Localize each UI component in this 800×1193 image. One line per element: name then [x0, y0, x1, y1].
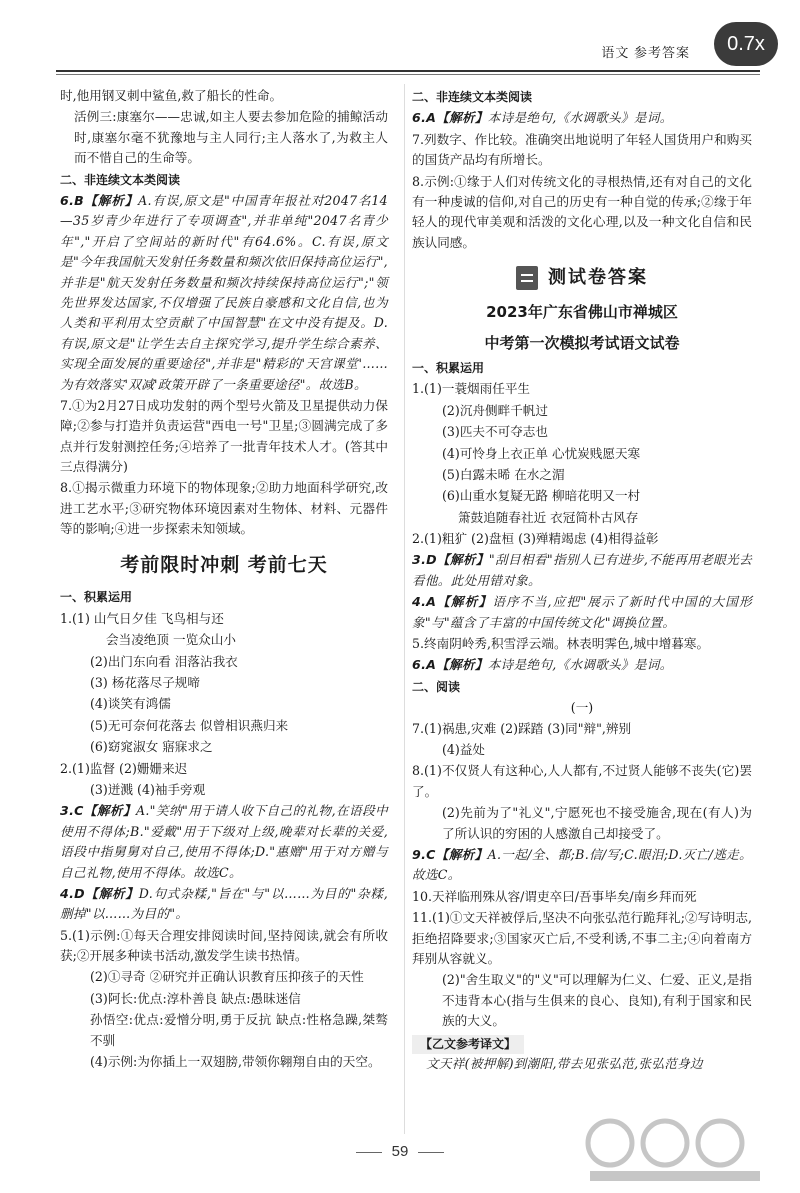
section-heading: 一、积累运用 [412, 360, 485, 375]
list-item: (3)阿长:优点:淳朴善良 缺点:愚昧迷信 [90, 990, 301, 1006]
list-item: (4)益处 [442, 742, 486, 758]
list-item: (4)可怜身上衣正单 心忧炭贱愿天寒 [442, 445, 641, 461]
right-column [412, 86, 752, 1075]
answer-body: A.有误,原文是"中国青年报社对2047名14—35岁青少年进行了专项调查",并非单纯"2047名青少年","开启了空间站的新时代"有64.6%。C.有误,原文是"今年我国航天发射任务数量和频次依旧保持高位运行",并非是"航天发射任务数量和频次持续保持高位运行";"领先世界发达国家,不仅增强了民族自豪感和文化自信,也为人类和平利用太空贡献了中国智慧"在文中没有提及。D.有误,原文是"让学生去自主探究学习,提升学生综合素养、实现全面发展的重要途径",并非是"精彩的'天宫课堂'……为有效落实'双减'政策开辟了一条重要途径"。故选B。 [60, 193, 388, 392]
exam-title: 2023年广东省佛山市禅城区 [486, 303, 678, 322]
answer-6 [60, 191, 388, 395]
analysis-tag: 【解析】 [436, 657, 488, 673]
list-item: 会当凌绝顶 一览众山小 [106, 632, 236, 648]
header-rule [56, 70, 760, 72]
list-item: (4)谈笑有鸿儒 [90, 696, 171, 712]
answer-4 [412, 592, 752, 633]
answer-number: 3.D [412, 552, 437, 568]
section-heading: 一、积累运用 [60, 590, 133, 605]
footer-dash [418, 1152, 444, 1153]
document-icon [516, 266, 538, 290]
answer-4 [60, 884, 388, 925]
answer-7: 7.列数字、作比较。准确突出地说明了年轻人国货用户和购买的国货产品均有所增长。 [412, 131, 752, 168]
answer-10: 10.天祥临刑殊从容/谓吏卒曰/吾事毕矣/南乡拜而死 [412, 888, 697, 904]
answer-number: 6.A [412, 657, 437, 673]
answer-6 [412, 108, 752, 128]
analysis-tag: 【解析】 [436, 552, 489, 568]
list-item: (6)窈窕淑女 寤寐求之 [90, 739, 213, 755]
answer-list [412, 719, 752, 844]
header-section: 语文 参考答案 [601, 45, 690, 60]
header-rule-thin [56, 74, 760, 75]
answer-5: 5.终南阴岭秀,积雪浮云端。林表明霁色,城中增暮寒。 [412, 636, 710, 652]
answer-body: A."笑纳"用于请人收下自己的礼物,在语段中使用不得体;B."爱戴"用于下级对上级,晚辈对长辈的关爱,语段中指舅舅对自己,使用不得体;D."惠赠"用于对方赠与自己礼物,使用不得体。故选C。 [60, 803, 388, 880]
answer-8: 8.示例:①缘于人们对传统文化的寻根热情,还有对自己的文化有一种虔诚的信仰,对自己的历史有一种自觉的传承;②缘于年轻人的现代审美观和活泼的文化心理,以及一种文化自信和民族认同感。 [412, 173, 752, 250]
list-item: (2)沉舟侧畔千帆过 [442, 402, 548, 418]
answer-list [60, 926, 388, 1073]
list-item: (2)出门东向看 泪落沾我衣 [90, 653, 238, 669]
answer-number: 6.A [412, 110, 437, 126]
footer-dash [356, 1152, 382, 1153]
left-column [60, 86, 388, 1073]
list-item: (3)匹夫不可夺志也 [442, 424, 548, 440]
answer-number: 9.C [412, 847, 436, 862]
answer-3 [412, 550, 752, 591]
list-item: (5)无可奈何花落去 似曾相识燕归来 [90, 717, 289, 733]
list-item: (2)①寻奇 ②研究并正确认识教育压抑孩子的天性 [90, 969, 364, 985]
page-number: 59 [391, 1143, 409, 1160]
list-item: (4)示例:为你插上一双翅膀,带领你翱翔自由的天空。 [90, 1054, 381, 1070]
answer-body: "刮目相看"指别人已有进步,不能再用老眼光去看他。此处用错对象。 [412, 552, 752, 588]
list-item: (5)白露未晞 在水之湄 [442, 466, 565, 482]
list-item: (6)山重水复疑无路 柳暗花明又一村 [442, 488, 641, 504]
zoom-badge[interactable]: 0.7x [714, 22, 778, 66]
answer-number: 4.D [60, 885, 85, 901]
list-item: (2)"舍生取义"的"义"可以理解为仁义、仁爱、正义,是指不违背本心(指与生俱来的良心、良知),有利于国家和民族的大义。 [442, 972, 752, 1029]
list-item: 孙悟空:优点:爱憎分明,勇于反抗 缺点:性格急躁,桀骜不驯 [90, 1012, 388, 1048]
section-heading: 二、非连续文本类阅读 [412, 90, 533, 104]
answer-body: 本诗是绝句,《水调歌头》是词。 [487, 657, 673, 673]
answer-6b [412, 655, 752, 675]
page-header [56, 20, 765, 72]
section-heading: 二、非连续文本类阅读 [60, 172, 181, 187]
list-item: (2)先前为了"礼义",宁愿死也不接受施舍,现在(有人)为了所认识的穷困的人感激自己却接受了。 [442, 805, 752, 841]
answer-list [412, 379, 752, 549]
analysis-tag: 【解析】 [436, 110, 488, 126]
list-item: (3)迸溅 (4)袖手旁观 [90, 781, 206, 797]
section-title: 考前限时冲刺 考前七天 [120, 553, 328, 576]
translation-body: 文天祥(被押解)到潮阳,带去见张弘范,张弘范身边 [426, 1055, 703, 1071]
column-divider [404, 84, 405, 1134]
exam-subtitle: 中考第一次模拟考试语文试卷 [484, 333, 680, 352]
list-item: 1.(1) 山气日夕佳 飞鸟相与还 [60, 610, 224, 626]
answer-3 [60, 801, 388, 883]
analysis-tag: 【解析】 [84, 193, 139, 208]
answer-list [60, 609, 388, 801]
answer-number: 4.A [412, 594, 437, 610]
list-item: 2.(1)监督 (2)姗姗来迟 [60, 760, 188, 776]
answer-9 [412, 845, 752, 886]
analysis-tag: 【解析】 [436, 594, 493, 610]
answer-8: 8.①揭示微重力环境下的物体现象;②助力地面科学研究,改进工艺水平;③研究物体环境因素对生物体、材料、元器件等的影响;④进一步探索未知领域。 [60, 480, 388, 537]
list-item: 8.(1)不仅贤人有这种心,人人都有,不过贤人能够不丧失(它)罢了。 [412, 763, 752, 799]
answer-number: 6.B [60, 193, 85, 208]
analysis-tag: 【解析】 [83, 803, 136, 819]
watermark-logo-icon [580, 1115, 780, 1185]
cont-paragraph: 活例三:康塞尔——忠诚,如主人要去参加危险的捕鲸活动时,康塞尔毫不犹豫地与主人同行;主人落水了,为救主人而不惜自己的生命等。 [74, 109, 388, 166]
list-item: 1.(1)一蓑烟雨任平生 [412, 381, 531, 397]
list-item: 11.(1)①文天祥被俘后,坚决不向张弘范行跪拜礼;②写诗明志,拒绝招降要求;③国家灭亡后,不受利诱,不事二主;④向着南方拜别从容就义。 [412, 910, 752, 966]
answer-body: D.句式杂糅,"旨在"与"以……为目的"杂糅,删掉"以……为目的"。 [60, 885, 388, 922]
answer-number: 3.C [60, 803, 84, 819]
section-heading: 二、阅读 [412, 679, 461, 694]
answer-7: 7.①为2月27日成功发射的两个型号火箭及卫星提供动力保障;②参与打造并负责运营"西电一号"卫星;③圆满完成了多点并行发射测控任务;④培养了一批青年技术人才。(答其中三点得满分) [60, 397, 388, 475]
list-item: 箫鼓追随春社近 衣冠简朴古风存 [458, 509, 639, 525]
answer-list [412, 908, 752, 1031]
list-item: (3) 杨花落尽子规啼 [90, 675, 200, 691]
answer-body: 语序不当,应把"展示了新时代中国的大国形象"与"蕴含了丰富的中国传统文化"调换位置。 [412, 594, 753, 630]
list-item: 5.(1)示例:①每天合理安排阅读时间,坚持阅读,就会有所收获;②开展多种读书活动,激发学生读书热情。 [60, 927, 388, 964]
answer-banner [412, 263, 752, 292]
analysis-tag: 【解析】 [435, 847, 488, 862]
list-item: 2.(1)粗犷 (2)盘桓 (3)殚精竭虑 (4)相得益彰 [412, 531, 659, 547]
cont-line: 时,他用钢叉刺中鲨鱼,救了船长的性命。 [60, 88, 283, 103]
translation-heading: 【乙文参考译文】 [412, 1035, 524, 1054]
list-item: 7.(1)祸患,灾难 (2)踩踏 (3)同"辩",辨别 [412, 720, 632, 736]
answer-body: 本诗是绝句,《水调歌头》是词。 [487, 110, 673, 126]
part-label: (一) [570, 700, 594, 716]
banner-title: 测试卷答案 [548, 267, 648, 289]
analysis-tag: 【解析】 [84, 885, 139, 901]
answer-body: A.一起/全、都;B.信/写;C.眼泪;D.灭亡/逃走。故选C。 [412, 847, 752, 883]
